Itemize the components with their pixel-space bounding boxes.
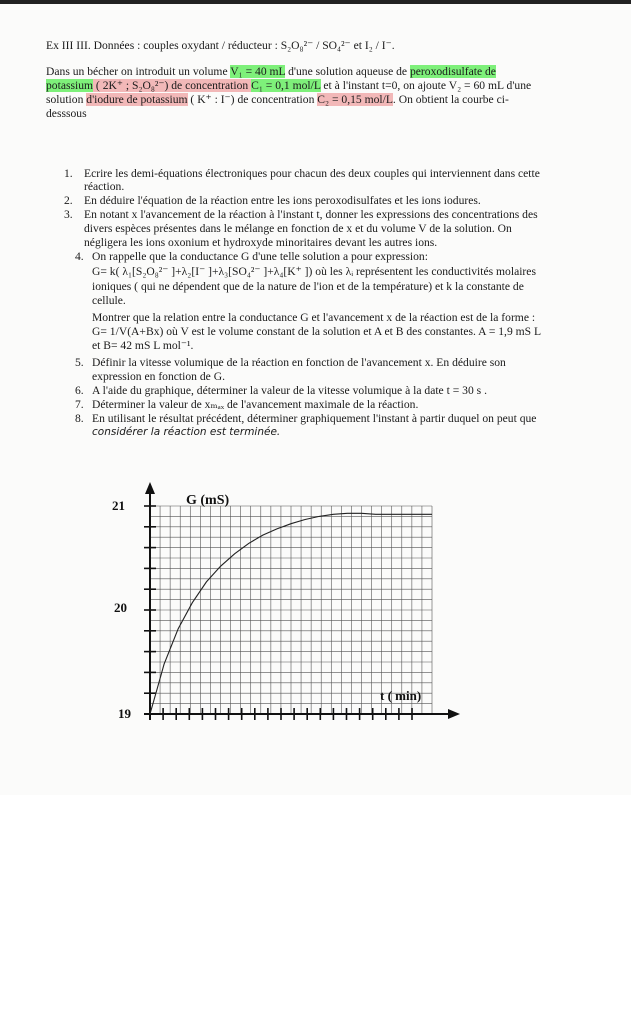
scan-top-edge <box>0 0 631 4</box>
peroxodisulfate-highlight: peroxodisulfate de <box>409 65 496 78</box>
question-line: et B= 42 mS L mol⁻¹. <box>92 339 194 352</box>
question-line: Définir la vitesse volumique de la réaction en fonction de l'avancement x. En déduire son <box>92 356 506 369</box>
question-line: divers espèces présentes dans le mélange en fonction de x et du volume V de la solution. On <box>84 222 512 235</box>
chart-grid <box>150 506 432 714</box>
question-line: A l'aide du graphique, déterminer la valeur de la vitesse volumique à la date t = 30 s . <box>92 384 487 397</box>
concentration-c1-highlight: C₁ = 0,1 mol/L <box>251 79 321 92</box>
y-tick-label: 19 <box>118 706 131 721</box>
chart-axes <box>144 482 460 720</box>
intro-line-3: solution d'iodure de potassium ( K⁺ : I⁻) de concentration C₂ = 0,15 mol/L. On obtient la courbe ci- <box>46 93 509 106</box>
y-tick-label: 21 <box>112 498 125 513</box>
intro-line-4: desssous <box>46 107 87 120</box>
x-axis-arrow <box>448 709 460 719</box>
question-line: cellule. <box>92 294 126 307</box>
intro-line-1: Dans un bécher on introduit un volume V₁ = 40 mL d'une solution aqueuse de peroxodisulfate de <box>46 65 496 78</box>
question-line: On rappelle que la conductance G d'une telle solution a pour expression: <box>92 250 428 263</box>
question-line: Montrer que la relation entre la conductance G et l'avancement x de la réaction est de la forme : <box>92 311 536 324</box>
question-number: 4. <box>75 250 84 263</box>
question-line: considérer la réaction est terminée. <box>92 426 281 438</box>
concentration-c2-highlight: C₂ = 0,15 mol/L <box>317 93 393 106</box>
question-line: Ecrire les demi-équations électroniques pour chacun des deux couples qui interviennent dans cette <box>84 167 540 180</box>
y-axis-label: G (mS) <box>186 493 230 508</box>
y-tick-label: 20 <box>114 600 127 615</box>
x-axis-label: t ( min) <box>380 688 422 703</box>
question-number: 1. <box>64 167 73 180</box>
question-line: En déduire l'équation de la réaction entre les ions peroxodisulfates et les ions iodures. <box>84 194 481 207</box>
y-axis-arrow <box>145 482 155 494</box>
question-line: G= k( λ₁[S₂O₈²⁻ ]+λ₂[I⁻ ]+λ₃[SO₄²⁻ ]+λ₄[K⁺ ]) où les λᵢ représentent les conductivités molaires <box>92 265 536 278</box>
question-line: expression en fonction de G. <box>92 370 225 383</box>
question-number: 3. <box>64 208 73 221</box>
potassium-highlight: potassium <box>46 79 94 92</box>
question-line: réaction. <box>84 180 125 193</box>
conductance-chart <box>0 480 631 740</box>
question-number: 6. <box>75 384 84 397</box>
intro-line-2: potassium ( 2K⁺ ; S₂O₈²⁻) de concentration C₁ = 0,1 mol/L et à l'instant t=0, on ajoute V₂ = 60 mL d'une <box>46 79 532 92</box>
question-line: ioniques ( qui ne dépendent que de la nature de l'ion et de la température) et k la constante de <box>92 280 524 293</box>
question-line: Déterminer la valeur de xₘₐₓ de l'avancement maximale de la réaction. <box>92 398 419 411</box>
question-number: 7. <box>75 398 84 411</box>
question-line: En utilisant le résultat précédent, déterminer graphiquement l'instant à partir duquel on peut que <box>92 412 537 425</box>
volume-v1-highlight: V₁ = 40 mL <box>230 65 286 78</box>
question-line: négligera les ions oxonium et hydroxyde minoritaires devant les autres ions. <box>84 236 438 249</box>
question-number: 5. <box>75 356 84 369</box>
iodure-highlight: d'iodure de potassium <box>86 93 188 106</box>
question-line: G= 1/V(A+Bx) où V est le volume constant de la solution et A et B des constantes. A = 1,9 mS L <box>92 325 542 338</box>
question-line: En notant x l'avancement de la réaction à l'instant t, donner les expressions des concentrations des <box>84 208 538 221</box>
exercise-title: Ex III III. Données : couples oxydant / réducteur : S₂O₈²⁻ / SO₄²⁻ et I₂ / I⁻. <box>46 39 395 52</box>
question-number: 8. <box>75 412 84 425</box>
question-number: 2. <box>64 194 73 207</box>
